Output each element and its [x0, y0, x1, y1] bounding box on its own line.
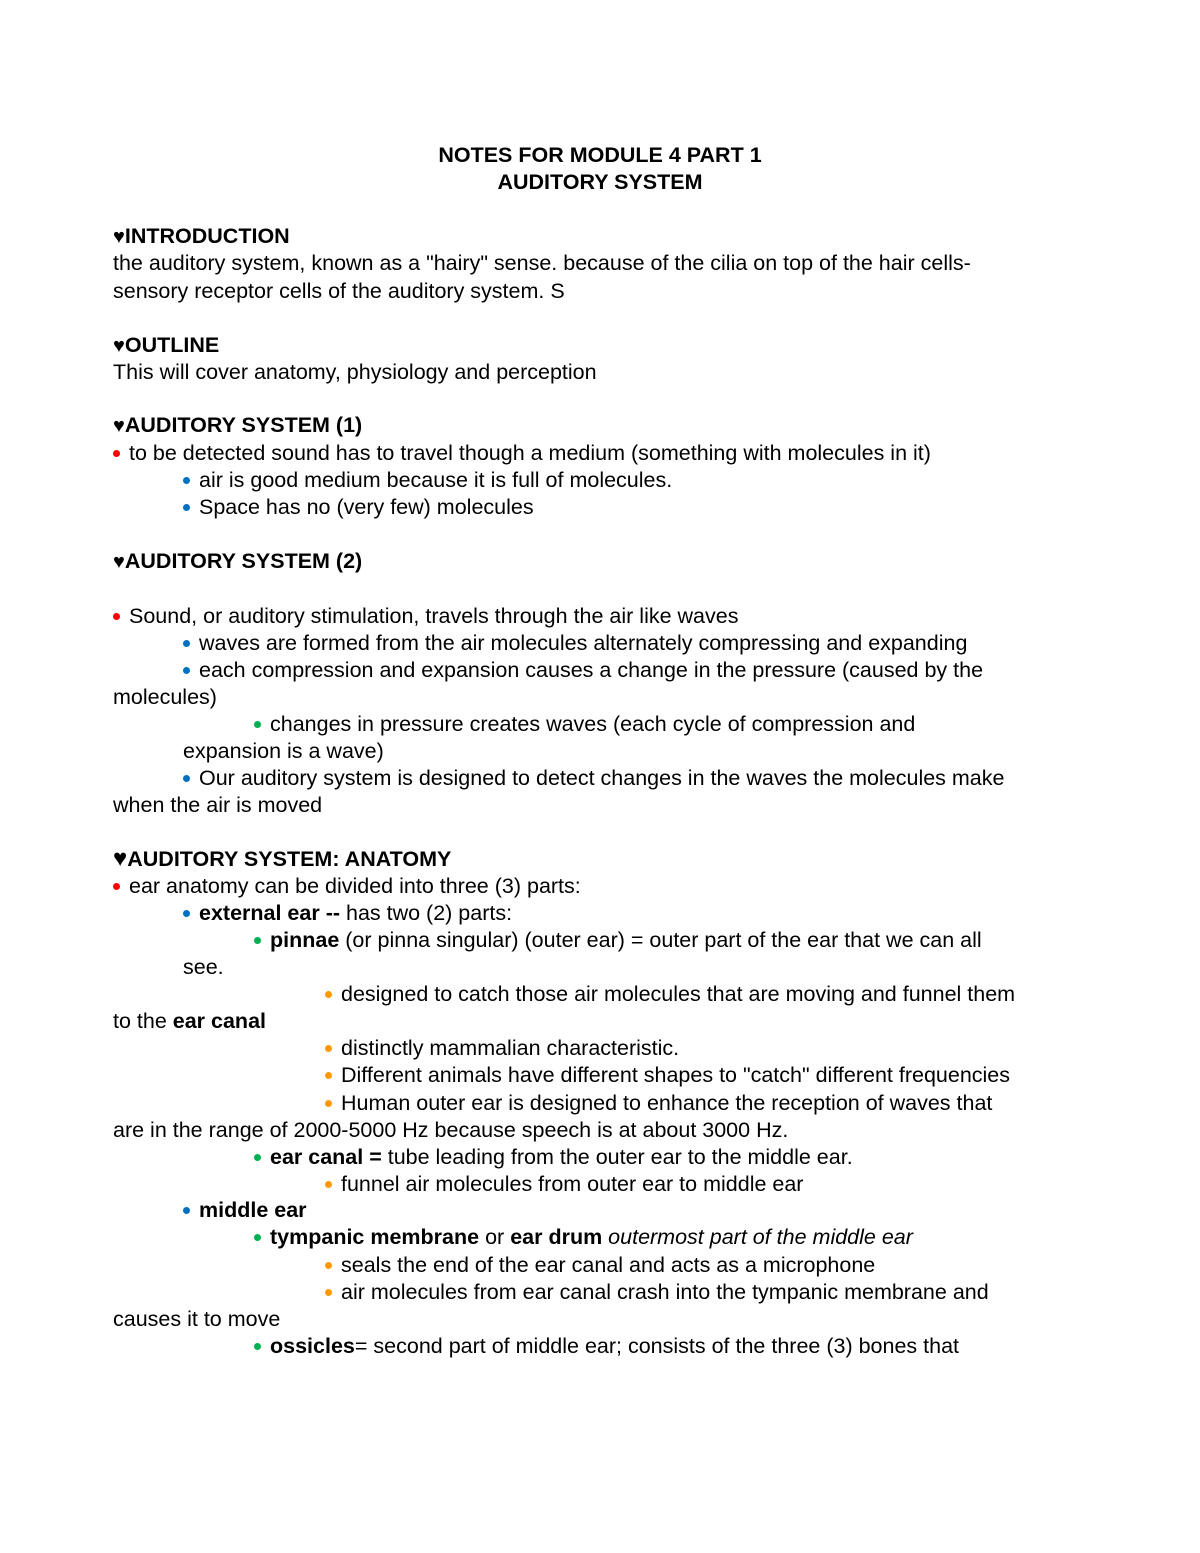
bullet-dot-icon: [325, 1072, 332, 1079]
bullet-dot-icon: [183, 1207, 190, 1214]
bullet-dot-icon: [325, 1100, 332, 1107]
list-item: Our auditory system is designed to detect changes in the waves the molecules make: [183, 765, 1004, 792]
bullet-dot-icon: [254, 1154, 261, 1161]
list-item: Different animals have different shapes to "catch" different frequencies: [325, 1062, 1010, 1089]
bullet-dot-icon: [113, 450, 120, 457]
heart-icon: ♥: [113, 226, 125, 248]
heading-introduction: ♥INTRODUCTION: [113, 224, 290, 248]
bullet-dot-icon: [183, 667, 190, 674]
title-line-2: AUDITORY SYSTEM: [497, 170, 703, 194]
bullet-dot-icon: [254, 1343, 261, 1350]
list-item: Human outer ear is designed to enhance the reception of waves that: [325, 1090, 992, 1117]
list-item: middle ear: [183, 1197, 307, 1224]
list-item: Space has no (very few) molecules: [183, 494, 534, 521]
intro-text-line-1: the auditory system, known as a "hairy" sense. because of the cilia on top of the hair cells-: [113, 251, 971, 275]
bullet-dot-icon: [183, 477, 190, 484]
heart-icon: ♥: [113, 845, 128, 872]
list-item-continuation: expansion is a wave): [183, 739, 384, 763]
list-item-continuation: when the air is moved: [113, 793, 323, 817]
bullet-dot-icon: [183, 640, 190, 647]
heart-icon: ♥: [113, 335, 125, 357]
list-item-continuation: molecules): [113, 685, 217, 709]
list-item: air is good medium because it is full of molecules.: [183, 467, 672, 494]
list-item: each compression and expansion causes a change in the pressure (caused by the: [183, 657, 983, 684]
heart-icon: ♥: [113, 551, 125, 573]
bullet-dot-icon: [183, 504, 190, 511]
bullet-dot-icon: [325, 1181, 332, 1188]
list-item-continuation: see.: [183, 955, 224, 979]
bullet-dot-icon: [113, 613, 120, 620]
list-item: designed to catch those air molecules that are moving and funnel them: [325, 981, 1015, 1008]
title-line-1: NOTES FOR MODULE 4 PART 1: [438, 143, 762, 167]
heading-auditory-system-2: ♥AUDITORY SYSTEM (2): [113, 549, 363, 573]
list-item: air molecules from ear canal crash into the tympanic membrane and: [325, 1279, 989, 1306]
list-item: seals the end of the ear canal and acts as a microphone: [325, 1252, 875, 1279]
list-item: ear canal = tube leading from the outer ear to the middle ear.: [254, 1144, 853, 1171]
bullet-dot-icon: [325, 1045, 332, 1052]
list-item: distinctly mammalian characteristic.: [325, 1035, 679, 1062]
bullet-dot-icon: [325, 991, 332, 998]
intro-text-line-2: sensory receptor cells of the auditory system. S: [113, 279, 565, 303]
list-item: ear anatomy can be divided into three (3) parts:: [113, 873, 581, 900]
bullet-dot-icon: [183, 910, 190, 917]
heading-auditory-system-anatomy: ♥AUDITORY SYSTEM: ANATOMY: [113, 845, 452, 872]
outline-text: This will cover anatomy, physiology and perception: [113, 360, 597, 384]
list-item: external ear -- has two (2) parts:: [183, 900, 512, 927]
bullet-dot-icon: [113, 883, 120, 890]
bullet-dot-icon: [254, 721, 261, 728]
bullet-dot-icon: [183, 775, 190, 782]
list-item: Sound, or auditory stimulation, travels through the air like waves: [113, 603, 738, 630]
heading-outline: ♥OUTLINE: [113, 333, 220, 357]
list-item: pinnae (or pinna singular) (outer ear) = outer part of the ear that we can all: [254, 927, 982, 954]
list-item: ossicles= second part of middle ear; consists of the three (3) bones that: [254, 1333, 959, 1360]
list-item: changes in pressure creates waves (each cycle of compression and: [254, 711, 915, 738]
bullet-dot-icon: [254, 937, 261, 944]
list-item-continuation: causes it to move: [113, 1307, 281, 1331]
list-item: tympanic membrane or ear drum outermost part of the middle ear: [254, 1224, 913, 1251]
bullet-dot-icon: [325, 1289, 332, 1296]
list-item: waves are formed from the air molecules alternately compressing and expanding: [183, 630, 967, 657]
bullet-dot-icon: [325, 1262, 332, 1269]
list-item: to be detected sound has to travel though a medium (something with molecules in it): [113, 440, 931, 467]
heart-icon: ♥: [113, 415, 125, 437]
bullet-dot-icon: [254, 1234, 261, 1241]
heading-auditory-system-1: ♥AUDITORY SYSTEM (1): [113, 413, 363, 437]
list-item: funnel air molecules from outer ear to middle ear: [325, 1171, 803, 1198]
list-item-continuation: to the ear canal: [113, 1009, 266, 1033]
list-item-continuation: are in the range of 2000-5000 Hz because speech is at about 3000 Hz.: [113, 1118, 789, 1142]
